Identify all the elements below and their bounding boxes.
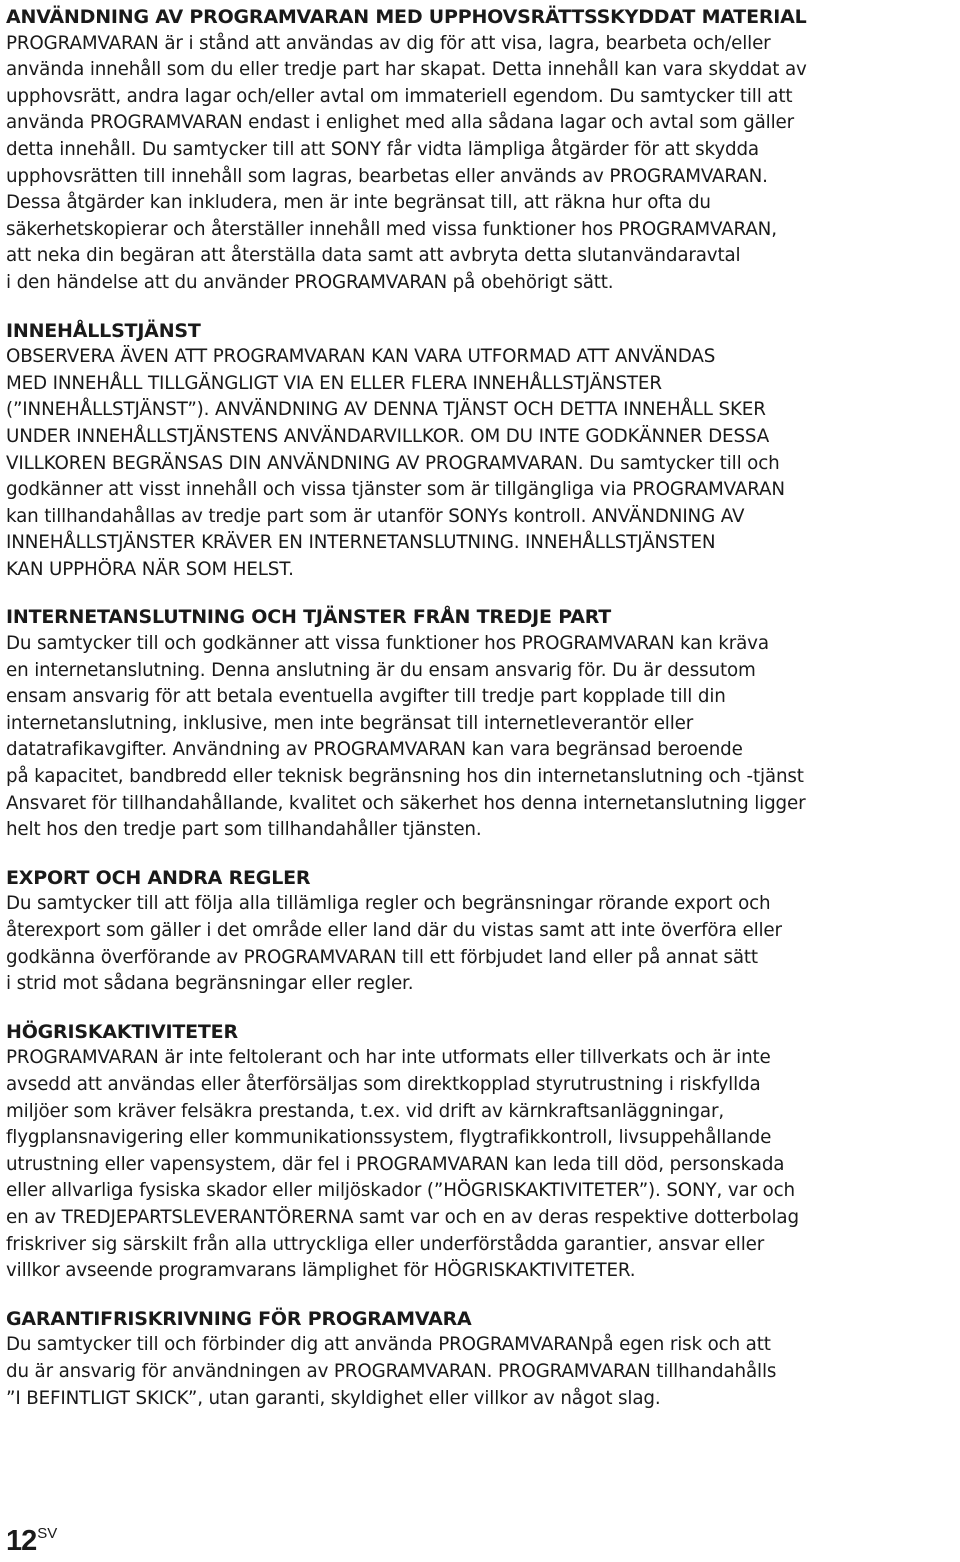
body-line: i den händelse att du använder PROGRAMVARAN på obehörigt sätt. <box>6 271 614 293</box>
body-line: i strid mot sådana begränsningar eller regler. <box>6 973 414 995</box>
section-copyright-content <box>6 4 956 297</box>
section-warranty-disclaimer <box>6 1306 956 1412</box>
body-line: helt hos den tredje part som tillhandahåller tjänsten. <box>6 819 482 841</box>
body-line: OBSERVERA ÄVEN ATT PROGRAMVARAN KAN VARA UTFORMAD ATT ANVÄNDAS <box>6 346 716 368</box>
section-export-rules <box>6 865 956 998</box>
language-code: SV <box>37 1525 58 1542</box>
body-line: på kapacitet, bandbredd eller teknisk begränsning hos din internetanslutning och -tjänst <box>6 766 804 788</box>
body-line: kan tillhandahållas av tredje part som är utanför SONYs kontroll. ANVÄNDNING AV <box>6 505 745 527</box>
body-line: Du samtycker till att följa alla tillämliga regler och begränsningar rörande export och <box>6 893 771 915</box>
body-line: upphovsrätt, andra lagar och/eller avtal om immateriell egendom. Du samtycker till att <box>6 85 793 107</box>
section-heading: HÖGRISKAKTIVITETER <box>6 1020 238 1043</box>
section-heading: INNEHÅLLSTJÄNST <box>6 319 201 342</box>
section-body <box>6 344 956 583</box>
body-line: att neka din begäran att återställa data samt att avbryta detta slutanvändaravtal <box>6 245 741 267</box>
page-footer <box>6 1524 57 1560</box>
body-line: godkänna överförande av PROGRAMVARAN till ett förbjudet land eller på annat sätt <box>6 946 758 968</box>
section-body <box>6 891 956 997</box>
body-line: miljöer som kräver felsäkra prestanda, t.ex. vid drift av kärnkraftsanläggningar, <box>6 1100 724 1122</box>
page-number: 12 <box>6 1525 37 1557</box>
body-line: PROGRAMVARAN är inte feltolerant och har inte utformats eller tillverkats och är inte <box>6 1047 771 1069</box>
body-line: utrustning eller vapensystem, där fel i PROGRAMVARAN kan leda till död, personskada <box>6 1153 785 1175</box>
body-line: internetanslutning, inklusive, men inte begränsat till internetleverantör eller <box>6 712 694 734</box>
body-line: eller allvarliga fysiska skador eller miljöskador (”HÖGRISKAKTIVITETER”). SONY, var och <box>6 1180 795 1202</box>
body-line: Du samtycker till och förbinder dig att använda PROGRAMVARANpå egen risk och att <box>6 1334 771 1356</box>
body-line: detta innehåll. Du samtycker till att SONY får vidta lämpliga åtgärder för att skydda <box>6 138 759 160</box>
body-line: MED INNEHÅLL TILLGÄNGLIGT VIA EN ELLER FLERA INNEHÅLLSTJÄNSTER <box>6 372 662 394</box>
body-line: KAN UPPHÖRA NÄR SOM HELST. <box>6 558 294 580</box>
body-line: du är ansvarig för användningen av PROGRAMVARAN. PROGRAMVARAN tillhandahålls <box>6 1360 777 1382</box>
body-line: UNDER INNEHÅLLSTJÄNSTENS ANVÄNDARVILLKOR. OM DU INTE GODKÄNNER DESSA <box>6 425 770 447</box>
body-line: Ansvaret för tillhandahållande, kvalitet och säkerhet hos denna internetanslutning ligger <box>6 792 806 814</box>
body-line: återexport som gäller i det område eller land där du vistas samt att inte överföra eller <box>6 920 782 941</box>
body-line: en av TREDJEPARTSLEVERANTÖRERNA samt var och en av deras respektive dotterbolag <box>6 1206 799 1228</box>
body-line: avsedd att användas eller återförsäljas som direktkopplad styrutrustning i riskfyllda <box>6 1073 761 1095</box>
section-content-service <box>6 318 956 584</box>
section-high-risk <box>6 1019 956 1285</box>
section-heading: GARANTIFRISKRIVNING FÖR PROGRAMVARA <box>6 1307 472 1330</box>
body-line: använda PROGRAMVARAN endast i enlighet med alla sådana lagar och avtal som gäller <box>6 112 794 134</box>
body-line: använda innehåll som du eller tredje part har skapat. Detta innehåll kan vara skyddat av <box>6 59 807 81</box>
section-body <box>6 1332 956 1412</box>
section-heading: ANVÄNDNING AV PROGRAMVARAN MED UPPHOVSRÄTTSSKYDDAT MATERIAL <box>6 6 807 28</box>
section-heading: INTERNETANSLUTNING OCH TJÄNSTER FRÅN TREDJE PART <box>6 606 612 629</box>
body-line: villkor avseende programvarans lämplighet för HÖGRISKAKTIVITETER. <box>6 1260 636 1282</box>
body-line: säkerhetskopierar och återställer innehåll med vissa funktioner hos PROGRAMVARAN, <box>6 218 777 240</box>
body-line: Dessa åtgärder kan inkludera, men är inte begränsat till, att räkna hur ofta du <box>6 192 711 214</box>
body-line: INNEHÅLLSTJÄNSTER KRÄVER EN INTERNETANSLUTNING. INNEHÅLLSTJÄNSTEN <box>6 532 716 554</box>
body-line: friskriver sig särskilt från alla uttryckliga eller underförstådda garantier, ansvar eller <box>6 1233 765 1255</box>
section-body <box>6 631 956 844</box>
body-line: Du samtycker till och godkänner att vissa funktioner hos PROGRAMVARAN kan kräva <box>6 633 769 655</box>
body-line: ensam ansvarig för att betala eventuella avgifter till tredje part kopplade till din <box>6 686 726 708</box>
section-heading: EXPORT OCH ANDRA REGLER <box>6 866 311 889</box>
body-line: en internetanslutning. Denna anslutning är du ensam ansvarig för. Du är dessutom <box>6 659 756 681</box>
section-body <box>6 1045 956 1284</box>
body-line: PROGRAMVARAN är i stånd att användas av dig för att visa, lagra, bearbeta och/eller <box>6 32 771 54</box>
body-line: ”I BEFINTLIGT SKICK”, utan garanti, skyldighet eller villkor av något slag. <box>6 1387 661 1409</box>
body-line: flygplansnavigering eller kommunikationssystem, flygtrafikkontroll, livsuppehållande <box>6 1127 772 1149</box>
body-line: datatrafikavgifter. Användning av PROGRAMVARAN kan vara begränsad beroende <box>6 739 743 761</box>
section-internet-third-party <box>6 604 956 843</box>
body-line: godkänner att visst innehåll och vissa tjänster som är tillgängliga via PROGRAMVARAN <box>6 479 785 501</box>
document-page <box>6 4 956 1433</box>
body-line: (”INNEHÅLLSTJÄNST”). ANVÄNDNING AV DENNA TJÄNST OCH DETTA INNEHÅLL SKER <box>6 399 766 421</box>
body-line: VILLKOREN BEGRÄNSAS DIN ANVÄNDNING AV PROGRAMVARAN. Du samtycker till och <box>6 452 780 474</box>
section-body <box>6 31 956 297</box>
body-line: upphovsrätten till innehåll som lagras, bearbetas eller används av PROGRAMVARAN. <box>6 165 768 187</box>
